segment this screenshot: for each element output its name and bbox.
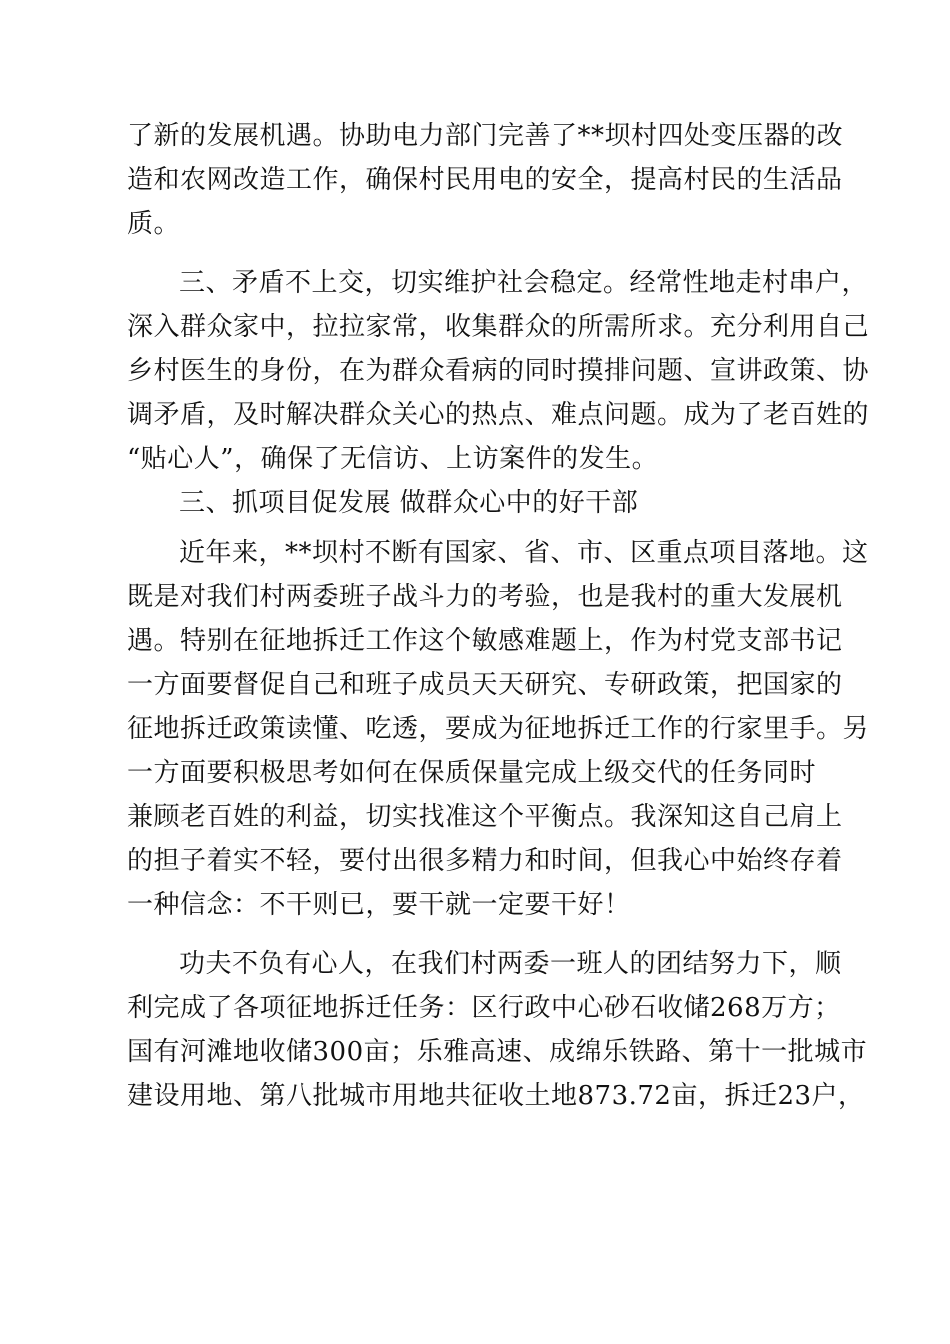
text-line: 国有河滩地收储300亩；乐雅高速、成绵乐铁路、第十一批城市 xyxy=(127,1037,868,1067)
text-line: 一方面要督促自己和班子成员天天研究、专研政策，把国家的 xyxy=(127,670,843,700)
text-line: 建设用地、第八批城市用地共征收土地873.72亩，拆迁23户， xyxy=(127,1081,865,1111)
section-heading xyxy=(127,481,813,525)
text-line: 利完成了各项征地拆迁任务：区行政中心砂石收储268万方； xyxy=(127,993,841,1023)
text-line: 了新的发展机遇。协助电力部门完善了**坝村四处变压器的改 xyxy=(127,121,844,151)
text-line: 一种信念：不干则已，要干就一定要干好！ xyxy=(127,890,631,920)
paragraph-3 xyxy=(127,531,870,927)
text-line: “贴心人”，确保了无信访、上访案件的发生。 xyxy=(127,444,659,474)
paragraph-4 xyxy=(127,942,868,1118)
text-line: 乡村医生的身份，在为群众看病的同时摸排问题、宣讲政策、协 xyxy=(127,356,870,386)
text-line: 深入群众家中，拉拉家常，收集群众的所需所求。充分利用自己 xyxy=(127,312,870,342)
text-line: 征地拆迁政策读懂、吃透，要成为征地拆迁工作的行家里手。另 xyxy=(127,714,870,744)
text-line: 三、矛盾不上交，切实维护社会稳定。经常性地走村串户， xyxy=(179,268,869,298)
text-line: 的担子着实不轻，要付出很多精力和时间，但我心中始终存着 xyxy=(127,846,843,876)
text-line: 一方面要积极思考如何在保质保量完成上级交代的任务同时 xyxy=(127,758,817,788)
text-line: 既是对我们村两委班子战斗力的考验，也是我村的重大发展机 xyxy=(127,582,843,612)
text-line: 调矛盾，及时解决群众关心的热点、难点问题。成为了老百姓的 xyxy=(127,400,870,430)
document-page xyxy=(127,114,870,1118)
text-line: 遇。特别在征地拆迁工作这个敏感难题上，作为村党支部书记 xyxy=(127,626,843,656)
text-line: 近年来，**坝村不断有国家、省、市、区重点项目落地。这 xyxy=(179,538,869,568)
paragraph-2 xyxy=(127,261,870,481)
text-line: 功夫不负有心人，在我们村两委一班人的团结努力下，顺 xyxy=(179,949,842,979)
text-line: 质。 xyxy=(127,209,181,239)
text-line: 造和农网改造工作，确保村民用电的安全，提高村民的生活品 xyxy=(127,165,843,195)
section-heading-text: 三、抓项目促发展 做群众心中的好干部 xyxy=(179,488,639,518)
paragraph-1 xyxy=(127,114,844,246)
text-line: 兼顾老百姓的利益，切实找准这个平衡点。我深知这自己肩上 xyxy=(127,802,843,832)
